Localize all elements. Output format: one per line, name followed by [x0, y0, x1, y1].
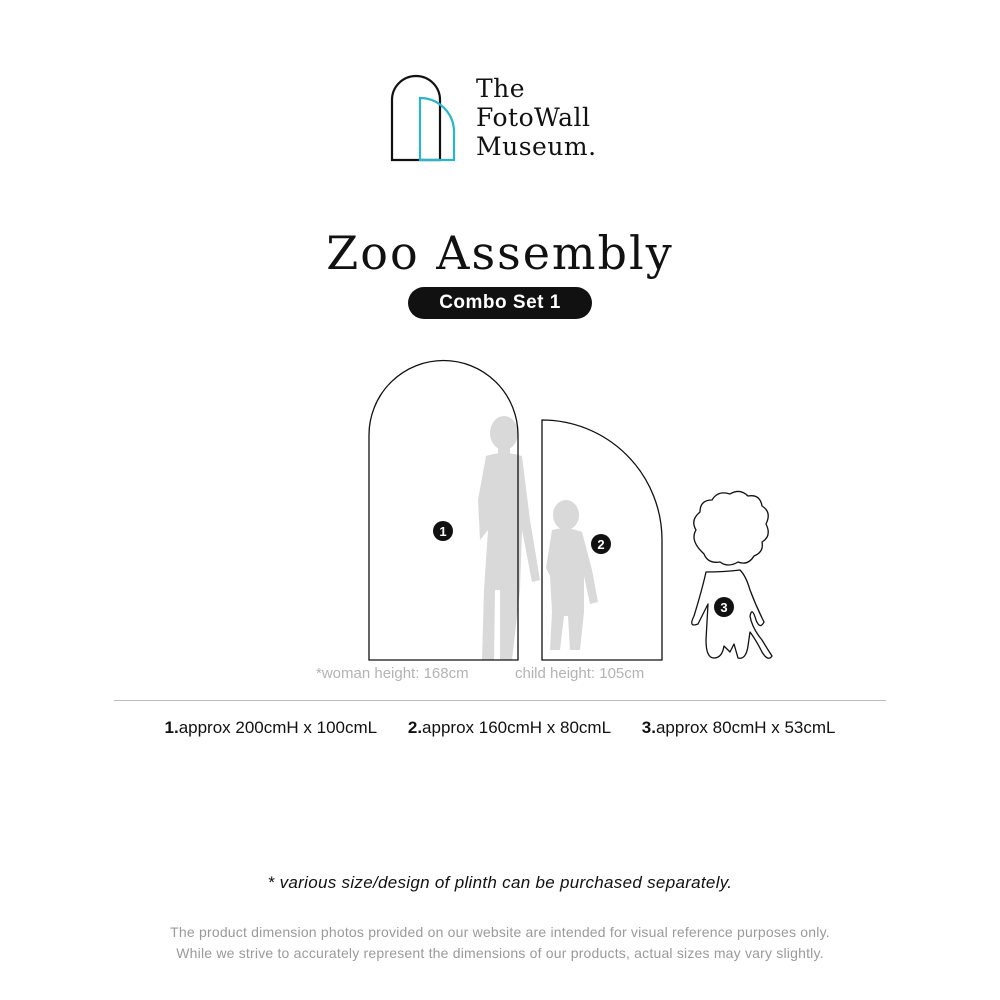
size-illustration — [0, 340, 1000, 680]
woman-silhouette — [478, 416, 540, 660]
marker-3 — [714, 597, 734, 617]
disclaimer — [0, 922, 1000, 964]
divider — [114, 700, 886, 701]
brand-wordmark — [476, 74, 597, 161]
page-title: Zoo Assembly — [326, 226, 674, 280]
marker-1 — [433, 521, 453, 541]
dimension-text: approx 160cmH x 80cmL — [422, 718, 612, 737]
brand-line-1: The — [476, 74, 526, 103]
dimension-text: approx 80cmH x 53cmL — [655, 718, 836, 737]
woman-height-note: *woman height: 168cm — [316, 665, 469, 682]
marker-2 — [591, 534, 611, 554]
svg-text:2: 2 — [597, 537, 605, 552]
svg-text:3: 3 — [720, 600, 728, 615]
brand-line-3: Museum. — [476, 132, 597, 161]
plinth-note: * various size/design of plinth can be purchased separately. — [267, 873, 733, 892]
dimension-number: 3. — [641, 718, 656, 737]
dimension-item — [165, 718, 378, 738]
brand-line-2: FotoWall — [476, 103, 591, 132]
disclaimer-line-2: While we strive to accurately represent the dimensions of our products, actual sizes may vary slightly. — [176, 945, 824, 961]
child-silhouette — [546, 500, 598, 650]
dimension-item — [642, 718, 836, 738]
svg-text:1: 1 — [439, 524, 447, 539]
arch-logo-icon — [390, 74, 460, 162]
dimension-list — [0, 718, 1000, 738]
disclaimer-line-1: The product dimension photos provided on our website are intended for visual reference purposes only. — [170, 924, 830, 940]
dimension-number: 2. — [407, 718, 423, 737]
dimension-item — [408, 718, 611, 738]
combo-badge: Combo Set 1 — [408, 287, 592, 319]
dimension-text: approx 200cmH x 100cmL — [178, 718, 378, 737]
dimension-number: 1. — [164, 718, 179, 737]
lion-cutout — [692, 491, 772, 658]
child-height-note: child height: 105cm — [515, 665, 645, 682]
